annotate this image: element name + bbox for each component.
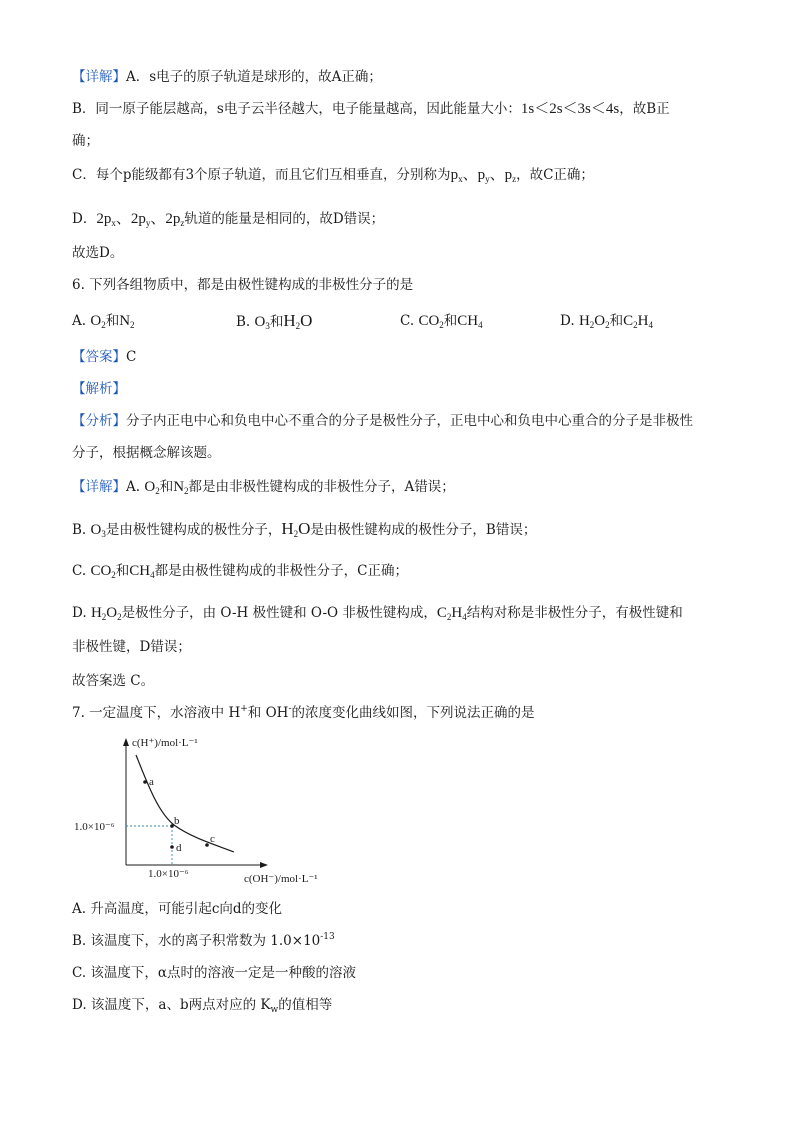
label-d: d xyxy=(176,842,182,854)
x-tick-label: 1.0×10⁻⁶ xyxy=(148,868,189,880)
q7-option-b: B. 该温度下，水的离子积常数为 $1.0\times 10^{-13}$ xyxy=(72,932,335,949)
point-d xyxy=(170,845,174,849)
q6-conclusion: 故答案选 C。 xyxy=(72,673,155,689)
q7-option-c: C. 该温度下，α点时的溶液一定是一种酸的溶液 xyxy=(72,965,357,981)
y-axis-arrow xyxy=(123,738,129,746)
label-b: b xyxy=(174,815,180,827)
q5-detail-b: B．同一原子能层越高，s电子云半径越大，电子能量越高，因此能量大小：1s＜2s＜3s＜4s，故B正 xyxy=(72,101,670,117)
y-axis-label: c(H⁺)/mol·L⁻¹ xyxy=(132,737,198,749)
x-axis-label: c(OH⁻)/mol·L⁻¹ xyxy=(244,873,318,885)
q6-answer: 【答案】C xyxy=(72,349,137,365)
q6-option-b: B. $O_3$和$H_2O$ xyxy=(236,311,313,331)
kw-curve xyxy=(136,755,234,852)
q6-detail-c: C. $CO_2$和$CH_4$都是由极性键构成的非极性分子，C正确； xyxy=(72,563,408,580)
tag-detail: 【详解】 xyxy=(72,69,126,85)
q6-option-a: A. $O_2$和$N_2$ xyxy=(72,313,135,330)
q6-analysis: 【分析】分子内正电中心和负电中心不重合的分子是极性分子，正电中心和负电中心重合的分子是非极性 xyxy=(72,413,693,429)
q6-option-c: C. $CO_2$和$CH_4$ xyxy=(400,313,483,330)
q6-analysis-heading: 【解析】 xyxy=(72,381,126,397)
y-tick-label: 1.0×10⁻⁶ xyxy=(74,821,115,833)
point-c xyxy=(205,843,209,847)
q5-detail-c: C．每个p能级都有3个原子轨道，而且它们互相垂直，分别称为$p_x$、$p_y$、$p_z$，故C正确； xyxy=(72,167,594,184)
q5-conclusion: 故选D。 xyxy=(72,245,124,261)
q6-detail-a: 【详解】A. $O_2$和$N_2$都是由非极性键构成的非极性分子，A错误； xyxy=(72,479,455,496)
q6-analysis-cont: 分子，根据概念解该题。 xyxy=(72,445,221,461)
x-axis-arrow xyxy=(260,862,268,868)
q7-option-a: A. 升高温度，可能引起c向d的变化 xyxy=(72,901,283,917)
q7-stem: 7. 一定温度下，水溶液中 H+和 OH-的浓度变化曲线如图，下列说法正确的是 xyxy=(72,704,535,721)
q5-detail-d: D．$2p_x$、$2p_y$、$2p_z$轨道的能量是相同的，故D错误； xyxy=(72,211,385,228)
q6-detail-d-cont: 非极性键，D错误； xyxy=(72,639,191,655)
label-a: a xyxy=(149,776,154,788)
q6-detail-b: B. $O_3$是由极性键构成的极性分子，$H_2O$是由极性键构成的极性分子，B错误； xyxy=(72,519,537,539)
q7-option-d: D. 该温度下，a、b两点对应的 $K_w$的值相等 xyxy=(72,997,333,1015)
q5-detail-b-cont: 确； xyxy=(72,133,99,149)
concentration-graph xyxy=(66,730,326,890)
label-c: c xyxy=(210,833,215,845)
q6-stem: 6. 下列各组物质中，都是由极性键构成的非极性分子的是 xyxy=(72,277,414,293)
q6-detail-d: D. $H_2O_2$是极性分子，由 O-H 极性键和 O-O 非极性键构成，$C_2H_4$结构对称是非极性分子，有极性键和 xyxy=(72,605,683,622)
point-a xyxy=(143,780,147,784)
q6-option-d: D. $H_2O_2$和$C_2H_4$ xyxy=(560,313,653,330)
q5-detail-a: 【详解】A．s电子的原子轨道是球形的，故A正确； xyxy=(72,69,382,85)
